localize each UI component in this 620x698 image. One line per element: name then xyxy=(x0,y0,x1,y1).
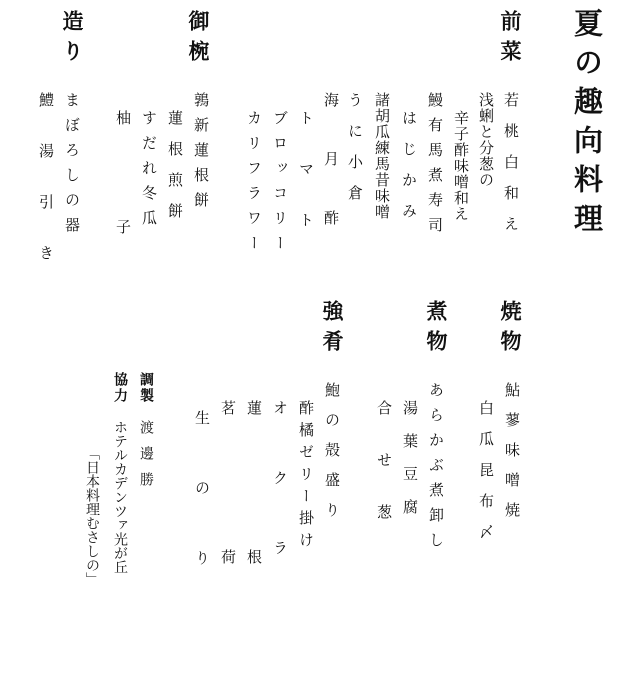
nimono-item: 湯葉豆腐 xyxy=(401,400,419,532)
section-heading-nimono: 煮物 xyxy=(424,300,449,360)
yakimono-item: 鮎蓼味噌焼 xyxy=(503,382,521,532)
credit-chosei-label: 調製 xyxy=(138,372,154,404)
wan-item: 蓮根煎餅 xyxy=(166,110,184,234)
zensai-item: 若桃白和え xyxy=(502,92,520,247)
wan-item: 柚子 xyxy=(114,110,132,328)
wan-item: 鶉新蓮根餅 xyxy=(192,92,210,217)
wan-item: すだれ冬瓜 xyxy=(140,110,158,235)
section-heading-yakimono: 焼物 xyxy=(498,300,523,360)
credit-kyoryoku-label: 協力 xyxy=(112,372,128,404)
section-heading-zensai: 前菜 xyxy=(498,10,523,70)
zensai-item: うに小倉 xyxy=(346,92,364,216)
zensai-item: 辛子酢味噌和え xyxy=(452,110,470,222)
credit-chef-name: 渡邊勝 xyxy=(138,420,154,498)
zensai-item: ブロッコリー xyxy=(271,110,289,260)
zensai-item: はじかみ xyxy=(400,110,418,234)
zensai-item: カリフラワー xyxy=(245,110,263,260)
section-heading-wan: 御椀 xyxy=(186,10,211,70)
shiizakana-item: 蓮根 xyxy=(245,400,263,698)
credit-restaurant: 「日本料理むさしの」 xyxy=(84,446,100,586)
shiizakana-item: オクラ xyxy=(271,400,289,610)
shiizakana-item: 生のり xyxy=(193,410,211,620)
tsukuri-item: まぼろしの器 xyxy=(63,92,81,242)
menu-title: 夏の趣向料理 xyxy=(570,8,604,242)
credit-venue: ホテルカデンツァ光が丘 xyxy=(112,420,128,574)
zensai-item: トマト xyxy=(297,110,315,263)
tsukuri-item: 鱧湯引き xyxy=(37,92,55,296)
section-heading-tsukuri: 造り xyxy=(60,10,85,70)
zensai-item: 鰻有馬煮寿司 xyxy=(426,92,444,242)
nimono-item: 合せ葱 xyxy=(375,400,393,556)
yakimono-item: 白瓜昆布〆 xyxy=(477,400,495,555)
shiizakana-item: 茗荷 xyxy=(219,400,237,698)
zensai-item: 海月酢 xyxy=(322,92,340,269)
nimono-item: あらかぶ煮卸し xyxy=(427,382,445,557)
shiizakana-item: 鮑の殻盛り xyxy=(323,382,341,532)
shiizakana-item: 酢橘ゼリー掛け xyxy=(297,400,315,554)
section-heading-shiizakana: 強肴 xyxy=(320,300,345,360)
zensai-item: 諸胡瓜練馬昔味噌 xyxy=(373,92,391,220)
zensai-item: 浅蜊と分葱の xyxy=(477,92,495,188)
